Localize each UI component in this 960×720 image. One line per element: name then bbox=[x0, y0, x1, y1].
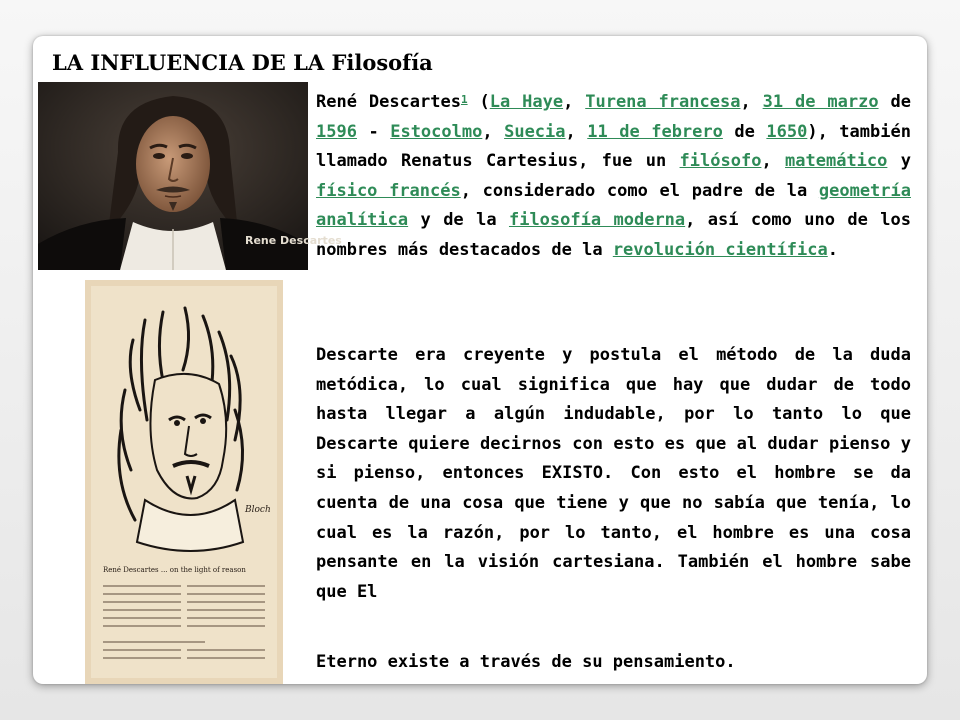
death-date-link[interactable]: 11 de febrero bbox=[587, 121, 723, 142]
text-segment: ), también llamado Renatus Cartesius, fue un bbox=[316, 121, 911, 172]
matematico-link[interactable]: matemático bbox=[785, 151, 888, 172]
text-segment: ( bbox=[467, 92, 490, 112]
descartes-biography-paragraph bbox=[316, 88, 911, 266]
death-year-link[interactable]: 1650 bbox=[766, 121, 808, 142]
descartes-sketch-image bbox=[85, 280, 283, 684]
text-segment: , así como uno de los nombres más destacados de la bbox=[316, 210, 911, 260]
sketch-caption: René Descartes ... on the light of reason bbox=[103, 566, 246, 574]
birth-year-link[interactable]: 1596 bbox=[316, 121, 357, 142]
sketch-signature: Bloch bbox=[245, 505, 271, 515]
duda-metodica-paragraph: Descarte era creyente y postula el método de la duda metódica, lo cual significa que hay que dudar de todo hasta llegar a algún indudable, por lo tanto lo que Descarte quiere decirnos con esto es que al dudar pienso y si pienso, entonces EXISTO. Con esto el hombre se da cuenta de una cosa que tiene y que no sabía que tenía, lo cual es la razón, por lo tanto, el hombre es una cosa pensante en la visión cartesiana. También el hombre sabe que El bbox=[316, 345, 911, 602]
text-segment: y de la bbox=[408, 210, 509, 231]
text-segment: , bbox=[761, 151, 786, 172]
filosofia-moderna-link[interactable]: filosofía moderna bbox=[508, 210, 686, 231]
la-haye-link[interactable]: La Haye bbox=[489, 92, 564, 112]
text-segment: y bbox=[887, 151, 911, 172]
text-segment: , bbox=[563, 92, 586, 112]
text-segment: - bbox=[356, 121, 391, 142]
birth-date-link[interactable]: 31 de marzo bbox=[762, 92, 879, 112]
portrait-caption: Rene Descartes bbox=[245, 234, 342, 247]
turena-francesa-link[interactable]: Turena francesa bbox=[585, 92, 741, 112]
text-segment: . bbox=[827, 239, 838, 260]
text-segment: de bbox=[722, 121, 767, 142]
duda-metodica-last-line: Eterno existe a través de su pensamiento. bbox=[316, 652, 736, 672]
footnote-1-link[interactable]: 1 bbox=[460, 93, 468, 106]
text-segment: , considerado como el padre de la bbox=[460, 180, 819, 201]
suecia-link[interactable]: Suecia bbox=[504, 121, 566, 142]
sketch-illustration bbox=[85, 280, 283, 684]
descartes-name: René Descartes bbox=[316, 92, 461, 112]
text-segment: , bbox=[482, 121, 505, 142]
text-segment: de bbox=[878, 92, 911, 112]
geometria-analitica-link[interactable]: geometría analítica bbox=[316, 180, 911, 231]
estocolmo-link[interactable]: Estocolmo bbox=[390, 121, 483, 142]
text-segment: , bbox=[740, 92, 763, 112]
fisico-frances-link[interactable]: físico francés bbox=[316, 180, 461, 201]
revolucion-cientifica-link[interactable]: revolución científica bbox=[612, 239, 828, 260]
page-title: LA INFLUENCIA DE LA Filosofía bbox=[52, 50, 433, 75]
filosofo-link[interactable]: filósofo bbox=[679, 151, 762, 172]
text-segment: , bbox=[565, 121, 588, 142]
